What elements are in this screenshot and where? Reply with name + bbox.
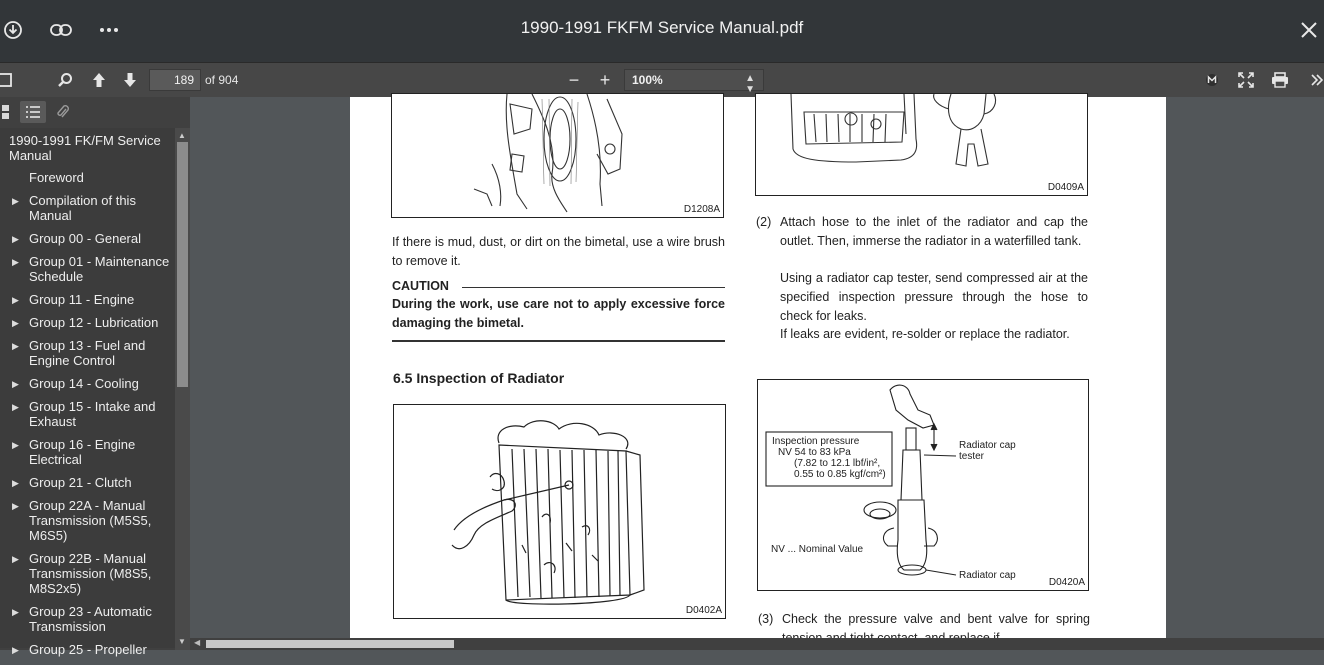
nominal-value-label: NV ... Nominal Value — [771, 544, 864, 555]
pdf-page — [350, 97, 1166, 638]
scroll-down-icon[interactable]: ▼ — [178, 637, 186, 646]
sidebar-tabs — [0, 97, 190, 128]
pressure-value-imperial: (7.82 to 12.1 lbf/in², — [794, 458, 881, 469]
tools-menu-icon[interactable] — [1310, 69, 1324, 91]
outline-item-label: Group 22A - Manual Transmission (M5S5, M6S5) — [29, 498, 152, 543]
expand-arrow-icon[interactable]: ▶ — [12, 501, 19, 511]
outline-item-label: 1990-1991 FK/FM Service Manual — [9, 133, 161, 163]
sidebar-toggle-icon[interactable] — [0, 69, 14, 91]
expand-arrow-icon[interactable]: ▶ — [12, 440, 19, 450]
presentation-mode-icon[interactable] — [1203, 69, 1221, 91]
figure-caption: D0420A — [1048, 577, 1085, 588]
outline-item-group-22a[interactable] — [0, 498, 175, 551]
outline-item-group-12[interactable] — [0, 315, 175, 338]
outline-item-label: Group 25 - Propeller — [29, 642, 147, 657]
outline-item-label: Group 21 - Clutch — [29, 475, 132, 490]
outline-item-group-00[interactable] — [0, 231, 175, 254]
print-icon[interactable] — [1270, 69, 1290, 91]
sidebar-scroll-thumb[interactable] — [177, 142, 188, 387]
outline-item-label: Group 22B - Manual Transmission (M8S5, M8S2x5) — [29, 551, 152, 596]
expand-arrow-icon[interactable]: ▶ — [12, 318, 19, 328]
select-caret-icon: ▲ ▼ — [745, 73, 755, 95]
sidebar-scrollbar[interactable] — [175, 128, 190, 650]
radiator-cap-label: Radiator cap — [959, 570, 1016, 581]
radiator-illustration — [394, 405, 724, 615]
outline-item-label: Group 12 - Lubrication — [29, 315, 159, 330]
document-outline — [0, 128, 175, 657]
outline-item-group-14[interactable] — [0, 376, 175, 399]
figure-radiator — [393, 404, 726, 619]
sidebar — [0, 97, 190, 657]
cap-tester-illustration — [758, 380, 1088, 590]
outline-item-group-21[interactable] — [0, 475, 175, 498]
expand-arrow-icon[interactable]: ▶ — [12, 379, 19, 389]
zoom-value: 100% — [632, 73, 663, 87]
figure-caption: D0409A — [1047, 182, 1084, 193]
caution-end-rule — [392, 340, 725, 342]
page-number-input[interactable]: 189 — [149, 69, 201, 91]
expand-arrow-icon[interactable]: ▶ — [12, 234, 19, 244]
outline-item-group-13[interactable] — [0, 338, 175, 376]
outline-item-label: Group 16 - Engine Electrical — [29, 437, 136, 467]
pdf-toolbar — [0, 62, 1324, 97]
zoom-out-button[interactable]: − — [568, 69, 580, 90]
step-3-number: (3) — [758, 612, 774, 626]
outline-item-label: Group 01 - Maintenance Schedule — [29, 254, 170, 284]
title-bar — [0, 0, 1324, 62]
outline-item-label: Group 11 - Engine — [29, 292, 135, 307]
page-count: of 904 — [205, 73, 239, 87]
step-2-paragraph-1: Attach hose to the inlet of the radiator and cap the outlet. Then, immerse the radiator in a waterfilled tank. — [780, 215, 1088, 248]
pressure-spec — [772, 436, 886, 480]
outline-item-group-25[interactable] — [0, 642, 175, 665]
outline-item-group-22b[interactable] — [0, 551, 175, 604]
expand-arrow-icon[interactable]: ▶ — [12, 257, 19, 267]
expand-arrow-icon[interactable]: ▶ — [12, 402, 19, 412]
next-page-icon[interactable] — [120, 69, 140, 91]
outline-tab-icon[interactable] — [20, 101, 46, 123]
document-title: 1990-1991 FKFM Service Manual.pdf — [520, 18, 804, 37]
pressure-value: NV 54 to 83 kPa — [778, 447, 851, 458]
zoom-in-button[interactable]: + — [599, 69, 611, 90]
outline-item-label: Group 15 - Intake and Exhaust — [29, 399, 156, 429]
pressure-value-kgf: 0.55 to 0.85 kgf/cm²) — [794, 469, 886, 480]
outline-item-label: Compilation of this Manual — [29, 193, 136, 223]
thumbnails-tab-icon[interactable] — [0, 101, 18, 123]
outline-item-root[interactable] — [0, 128, 175, 170]
radiator-tank-illustration — [756, 94, 1086, 192]
outline-item-label: Group 13 - Fuel and Engine Control — [29, 338, 146, 368]
step-2-paragraph-2: Using a radiator cap tester, send compressed air at the specified inspection pressure through the hose to check for leaks. — [780, 271, 1088, 323]
zoom-select[interactable] — [624, 69, 764, 95]
outline-item-group-15[interactable] — [0, 399, 175, 437]
expand-arrow-icon[interactable]: ▶ — [12, 645, 19, 655]
engine-illustration — [392, 94, 722, 214]
step-2-number: (2) — [756, 215, 772, 229]
caution-rule — [462, 287, 725, 288]
outline-item-group-16[interactable] — [0, 437, 175, 475]
expand-arrow-icon[interactable]: ▶ — [12, 554, 19, 564]
section-heading: 6.5 Inspection of Radiator — [393, 370, 565, 386]
tester-label: Radiator cap tester — [959, 440, 1016, 462]
figure-cap-tester — [757, 379, 1089, 591]
outline-item-foreword[interactable] — [0, 170, 175, 193]
scroll-left-icon[interactable]: ◀ — [194, 638, 201, 647]
outline-item-group-23[interactable] — [0, 604, 175, 642]
fullscreen-icon[interactable] — [1236, 69, 1256, 91]
outline-item-label: Group 14 - Cooling — [29, 376, 139, 391]
caution-title: CAUTION — [392, 279, 449, 293]
outline-item-label: Group 23 - Automatic Transmission — [29, 604, 152, 634]
horizontal-scroll-thumb[interactable] — [206, 640, 454, 648]
outline-item-label: Group 00 - General — [29, 231, 142, 246]
scroll-up-icon[interactable]: ▲ — [178, 131, 186, 140]
horizontal-scrollbar[interactable] — [190, 638, 1324, 650]
bimetal-paragraph: If there is mud, dust, or dirt on the bimetal, use a wire brush to remove it. — [392, 235, 725, 268]
figure-radiator-tank — [755, 93, 1088, 196]
expand-arrow-icon[interactable]: ▶ — [12, 607, 19, 617]
expand-arrow-icon[interactable]: ▶ — [12, 196, 19, 206]
figure-engine — [391, 93, 724, 218]
previous-page-icon[interactable] — [89, 69, 109, 91]
step-3-paragraph: Check the pressure valve and bent valve for spring — [782, 612, 1090, 626]
step-2-paragraph-3: If leaks are evident, re-solder or replace the radiator. — [780, 327, 1070, 341]
figure-caption: D0402A — [685, 605, 722, 616]
figure-caption: D1208A — [683, 204, 720, 215]
outline-item-label: Foreword — [29, 170, 84, 185]
outline-item-compilation[interactable] — [0, 193, 175, 231]
expand-arrow-icon[interactable]: ▶ — [12, 478, 19, 488]
search-icon[interactable] — [55, 69, 75, 91]
outline-item-group-11[interactable] — [0, 292, 175, 315]
document-viewer[interactable] — [190, 97, 1324, 638]
close-icon[interactable] — [1297, 18, 1321, 42]
outline-item-group-01[interactable] — [0, 254, 175, 292]
attachments-tab-icon[interactable] — [50, 101, 76, 123]
caution-text: During the work, use care not to apply excessive force damaging the bimetal. — [392, 297, 725, 330]
expand-arrow-icon[interactable]: ▶ — [12, 341, 19, 351]
pressure-title: Inspection pressure — [772, 436, 860, 447]
expand-arrow-icon[interactable]: ▶ — [12, 295, 19, 305]
